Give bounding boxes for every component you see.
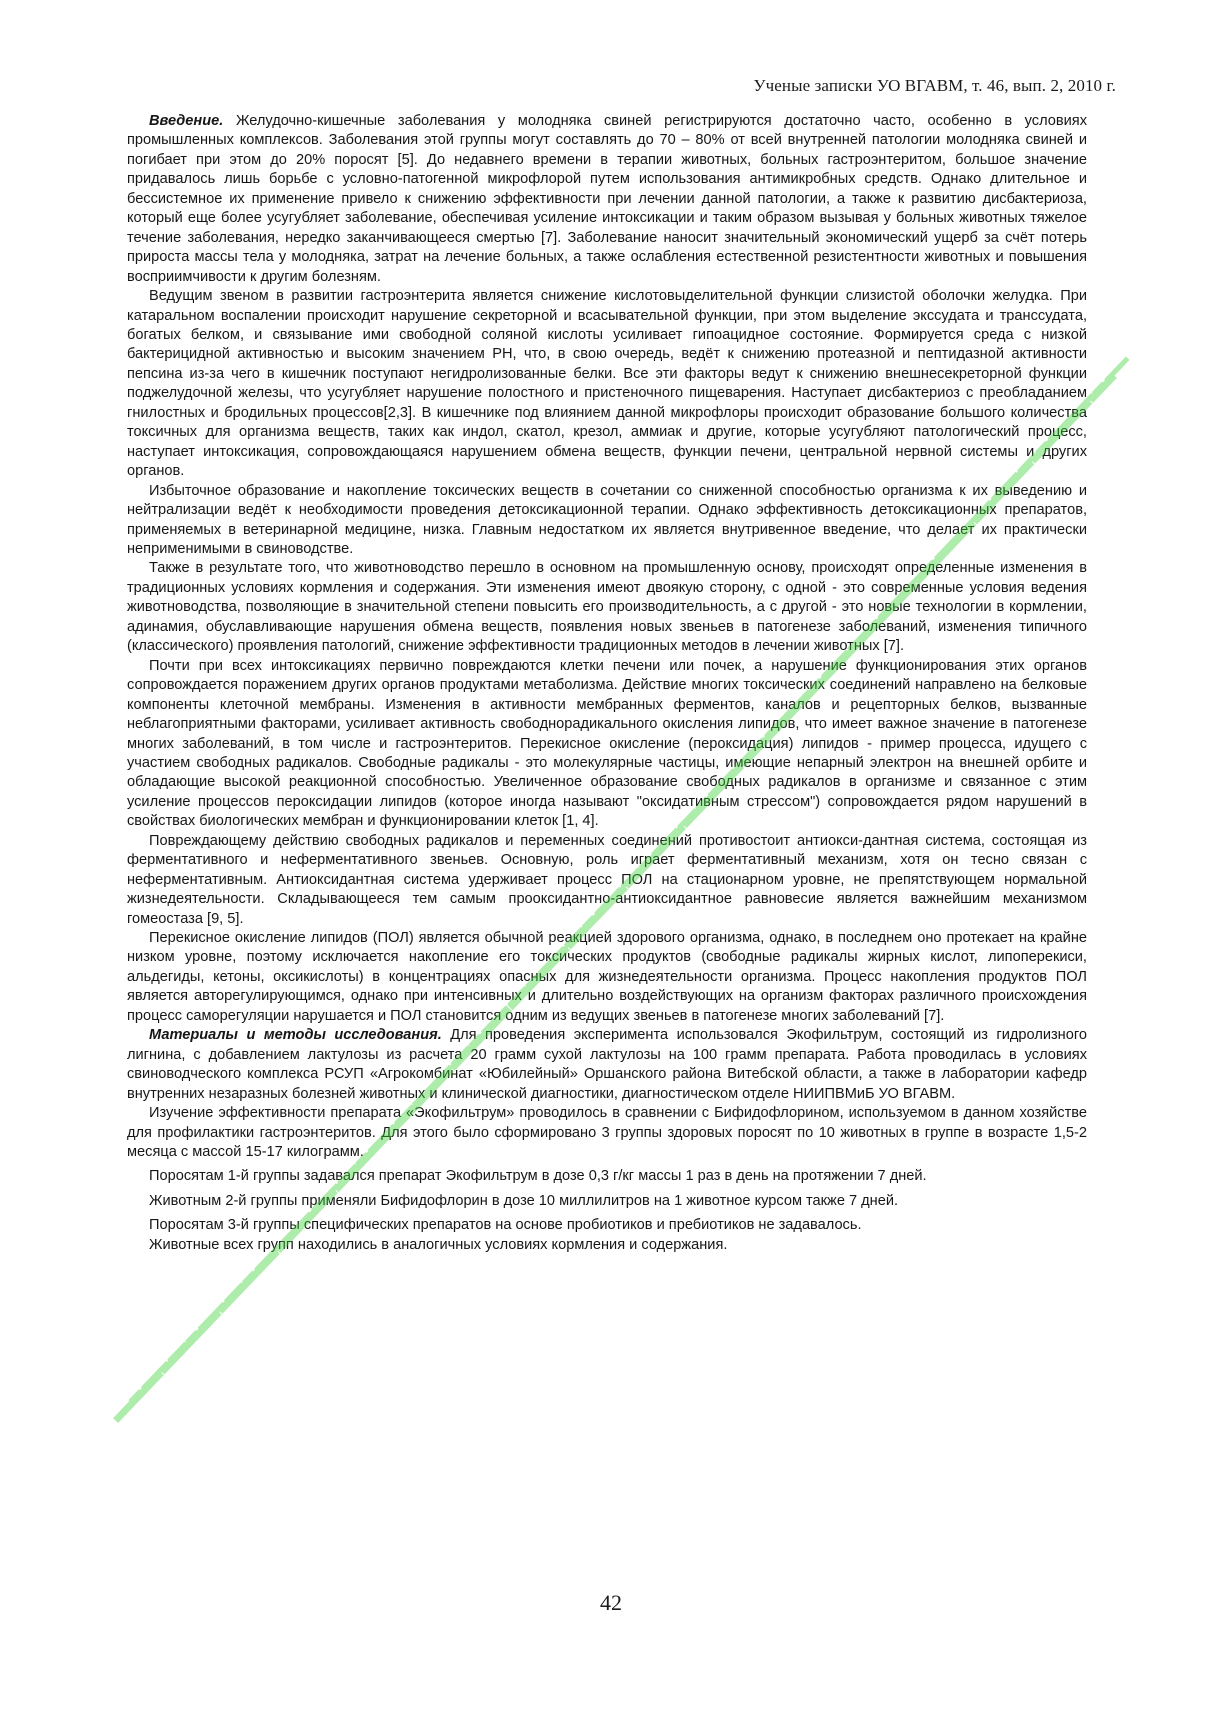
paragraph-lipid-peroxidation: Перекисное окисление липидов (ПОЛ) является обычной реакцией здорового организма, однако, в последнем оно протекает на крайне низком уровне, поэтому исключается накопление его токсических продуктов (свободные радикалы жирных кислот, липоперекиси, альдегиды, кетоны, оксикислоты) в концентрациях опасных для жизнедеятельности организма. Процесс накопления продуктов ПОЛ является авторегулирующимся, однако при интенсивных и длительно воздействующих на организм факторах различного происхождения процесс саморегуляции нарушается и ПОЛ становится одним из ведущих звеньев в патогенезе многих заболеваний [7]. xyxy=(127,930,1087,1024)
paragraph-free-radicals: Почти при всех интоксикациях первично повреждаются клетки печени или почек, а нарушение функционирования этих органов сопровождается поражением других органов продуктами метаболизма. Действие многих токсических соединений направлено на белковые компоненты клеточной мембраны. Изменения в активности мембранных ферментов, каналов и рецепторных белков, вызванные неблагоприятными факторами, усиливает активность свободнорадикального окисления липидов, что имеет важное значение в патогенезе многих заболеваний, в том числе и гастроэнтеритов. Перекисное окисление (пероксидация) липидов - пример процесса, идущего с участием свободных радикалов. Свободные радикалы - это молекулярные частицы, имеющие непарный электрон на внешней орбите и обладающие высокой реакционной способностью. Увеличенное образование свободных радикалов в организме и связанное с этим усиление процессов пероксидации липидов (которое иногда называют "оксидативным стрессом") сопровождается рядом нарушений в свойствах биологических мембран и функционировании клеток [1, 4]. xyxy=(127,657,1087,830)
paragraph-gastroenteritis-mechanism: Ведущим звеном в развитии гастроэнтерита является снижение кислотовыделительной функции слизистой оболочки желудка. При катаральном воспалении происходит нарушение секреторной и всасывательной функции, при этом выделение экссудата и транссудата, богатых белком, и связывание ими свободной соляной кислоты усиливает гипоацидное состояние. Формируется среда с низкой бактерицидной активностью и высоким значением РН, что, в свою очередь, ведёт к снижению протеазной и пептидазной активности пепсина из-за чего в кишечник поступают негидролизованные белки. Все эти факторы ведут к снижению внешнесекреторной функции поджелудочной железы, что усугубляет нарушение полостного и пристеночного пищеварения. Наступает дисбактериоз с преобладанием гнилостных и бродильных процессов[2,3]. В кишечнике под влиянием данной микрофлоры происходит образование большого количества токсичных для организма веществ, таких как индол, скатол, крезол, аммиак и другие, которые усугубляют патологический процесс, наступает интоксикация, сопровождающаяся нарушением обмена веществ, функции печени, центральной нервной системы и других органов. xyxy=(127,288,1087,480)
methods-text: Для проведения эксперимента использовался Экофильтрум, состоящий из гидролизного лигнина, с добавлением лактулозы из расчета 20 грамм сухой лактулозы на 100 грамм препарата. Работа проводилась в условиях свиноводческого комплекса РСУП «Агрокомбинат «Юбилейный» Оршанского района Витебской области, а также в лаборатории кафедр внутренних незаразных болезней животных и клинической диагностики, диагностическом отделе НИИПВМиБ УО ВГАВМ. xyxy=(127,1027,1087,1102)
page-number: 42 xyxy=(600,1590,622,1615)
paragraph-antioxidant-system: Повреждающему действию свободных радикалов и переменных соединений противостоит антиокси-дантная система, состоящая из ферментативного и неферментативного звеньев. Основную, роль играет ферментативный механизм, хотя он тесно связан с неферментативным. Антиоксидантная система удерживает процесс ПОЛ на стационарном уровне, не препятствующем нормальной жизнедеятельности. Складывающееся тем самым прооксидантно-антиоксидантное равновесие является важнейшим механизмом гомеостаза [9, 5]. xyxy=(127,832,1087,927)
methods-heading: Материалы и методы исследования. xyxy=(149,1027,442,1044)
paragraph-group-3: Поросятам 3-й группы специфических препаратов на основе пробиотиков и пребиотиков не задавалось. xyxy=(149,1217,862,1234)
intro-text: Желудочно-кишечные заболевания у молодняка свиней регистрируются достаточно часто, особенно в условиях промышленных комплексов. Заболевания этой группы могут составлять до 70 – 80% от всей внутренней патологии молодняка свиней и погибает при этом до 20% поросят [5]. До недавнего времени в терапии животных, больных гастроэнтеритом, большое значение придавалось лишь борьбе с условно-патогенной микрофлорой путем использования антимикробных средств. Однако длительное и бессистемное их применение привело к снижению эффективности при лечении данной патологии, а также к развитию дисбактериоза, который еще более усугубляет заболевание, обеспечивая усиление интоксикации и таким образом вызывая у больных животных тяжелое течение заболевания, нередко заканчивающееся смертью [7]. Заболевание наносит значительный экономический ущерб за счёт потерь прироста массы тела у молодняка, затрат на лечение больных, а также ослабления естественной резистентности животных и повышения восприимчивости к другим болезням. xyxy=(127,113,1087,285)
intro-heading: Введение. xyxy=(149,113,224,129)
paragraph-housing-conditions: Животные всех групп находились в аналогичных условиях кормления и содержания. xyxy=(149,1236,728,1253)
paragraph-detoxification: Избыточное образование и накопление токсических веществ в сочетании со сниженной способностью организма к их выведению и нейтрализации ведёт к необходимости проведения детоксикационной терапии. Однако эффективность детоксикационных препаратов, применяемых в ветеринарной медицине, низка. Главным недостатком их является внутривенное введение, что делает их практически неприменимыми в свиноводстве. xyxy=(127,482,1087,557)
paragraph-industrial-conditions: Также в результате того, что животноводство перешло в основном на промышленную основу, происходят определенные изменения в традиционных условиях кормления и содержания. Эти изменения имеют двоякую сторону, с одной - это современные условия ведения животноводства, позволяющие в значительной степени повысить его производительность, а с другой - это новые технологии в кормлении, адинамия, обуславливающие нарушения обмена веществ, появления новых звеньев в патогенезе заболеваний, изменения типичного (классического) проявления патологий, снижение эффективности традиционных методов в лечении животных [7]. xyxy=(127,560,1087,655)
article-body xyxy=(127,112,1087,1255)
paragraph-group-1: Поросятам 1-й группы задавался препарат Экофильтрум в дозе 0,3 г/кг массы 1 раз в день на протяжении 7 дней. xyxy=(149,1168,927,1185)
paragraph-study-groups: Изучение эффективности препарата «Экофильтрум» проводилось в сравнении с Бифидофлорином, используемом в данном хозяйстве для профилактики гастроэнтеритов. Для этого было сформировано 3 группы здоровых поросят по 10 животных в группе в возрасте 1,5-2 месяца с массой 15-17 килограмм. xyxy=(127,1105,1087,1161)
running-header: Ученые записки УО ВГАВМ, т. 46, вып. 2, 2010 г. xyxy=(753,76,1116,95)
paragraph-group-2: Животным 2-й группы применяли Бифидофлорин в дозе 10 миллилитров на 1 животное курсом также 7 дней. xyxy=(149,1192,899,1209)
intro-paragraph xyxy=(127,112,1087,287)
methods-paragraph xyxy=(127,1026,1087,1104)
